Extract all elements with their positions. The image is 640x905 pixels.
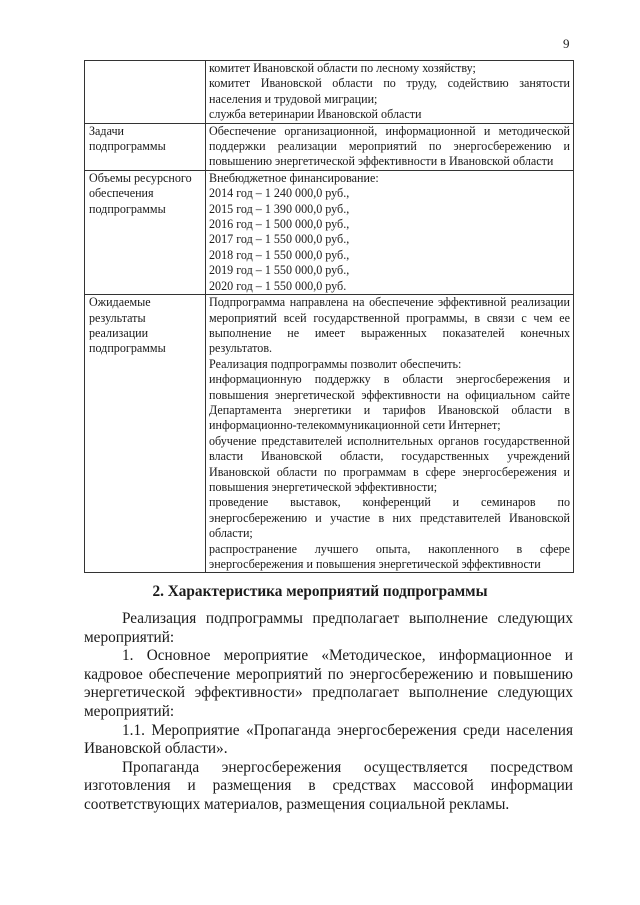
row-label: Объемы ресурсного обеспечения подпрограммы [85, 170, 206, 294]
section-title: 2. Характеристика мероприятий подпрограммы [152, 583, 488, 600]
row-label: Ожидаемые результаты реализации подпрограммы [85, 295, 206, 573]
row-content [206, 295, 574, 573]
cell-line: проведение выставок, конференций и семинаров по энергосбережению и участие в них представителей Ивановской области; [209, 495, 570, 541]
cell-line: 2019 год – 1 550 000,0 руб., [209, 263, 350, 278]
cell-line: 2017 год – 1 550 000,0 руб., [209, 232, 350, 247]
cell-line: 2020 год – 1 550 000,0 руб. [209, 278, 347, 293]
cell-line: распространение лучшего опыта, накопленного в сфере энергосбережения и повышения энергетической эффективности [209, 541, 570, 571]
paragraph: Реализация подпрограммы предполагает выполнение следующих мероприятий: [84, 610, 573, 646]
table-row [85, 295, 574, 573]
cell-line: Обеспечение организационной, информационной и методической поддержки реализации мероприятий по энергосбережению и повышению энергетической эффективности в Ивановской области [209, 123, 570, 169]
table-row [85, 61, 574, 124]
row-label [85, 61, 206, 124]
row-content [206, 61, 574, 124]
cell-line: Реализация подпрограммы позволит обеспечить: [209, 356, 462, 371]
cell-line: служба ветеринарии Ивановской области [209, 107, 422, 122]
paragraph: Пропаганда энергосбережения осуществляется посредством изготовления и размещения в средствах массовой информации соответствующих материалов, размещения социальной рекламы. [84, 758, 573, 813]
paragraph: 1.1. Мероприятие «Пропаганда энергосбережения среди населения Ивановской области». [84, 721, 573, 758]
cell-line: комитет Ивановской области по лесному хозяйству; [209, 61, 476, 75]
row-label: Задачи подпрограммы [85, 123, 206, 170]
paragraph: 1. Основное мероприятие «Методическое, информационное и кадровое обеспечение мероприятий по энергосбережению и повышению энергетической эффективности» предполагает выполнение следующих мероприятий: [84, 647, 573, 720]
passport-table [84, 60, 574, 573]
table-row [85, 170, 574, 294]
page-number: 9 [563, 36, 570, 51]
cell-line: 2016 год – 1 500 000,0 руб., [209, 217, 350, 232]
table-row [85, 123, 574, 170]
cell-line: обучение представителей исполнительных органов государственной власти Ивановской области, государственных учреждений Ивановской области по программам в сфере энергосбережения и повышения энергетической эффективности; [209, 433, 570, 494]
cell-line: 2014 год – 1 240 000,0 руб., [209, 186, 350, 201]
cell-line: информационную поддержку в области энергосбережения и повышения энергетической эффективности на официальном сайте Департамента энергетики и тарифов Ивановской области в информационно-телекоммуникационной сети Интернет; [209, 372, 570, 433]
row-content [206, 170, 574, 294]
cell-line: Подпрограмма направлена на обеспечение эффективной реализации мероприятий всей государственной программы, в связи с чем ее выполнение не имеет выраженных показателей конечных результатов. [209, 295, 570, 356]
cell-line: 2018 год – 1 550 000,0 руб., [209, 247, 350, 262]
cell-line: Внебюджетное финансирование: [209, 170, 379, 185]
body-text [84, 610, 573, 815]
cell-line: комитет Ивановской области по труду, содействию занятости населения и трудовой миграции; [209, 76, 570, 106]
cell-line: 2015 год – 1 390 000,0 руб., [209, 201, 350, 216]
row-content [206, 123, 574, 170]
